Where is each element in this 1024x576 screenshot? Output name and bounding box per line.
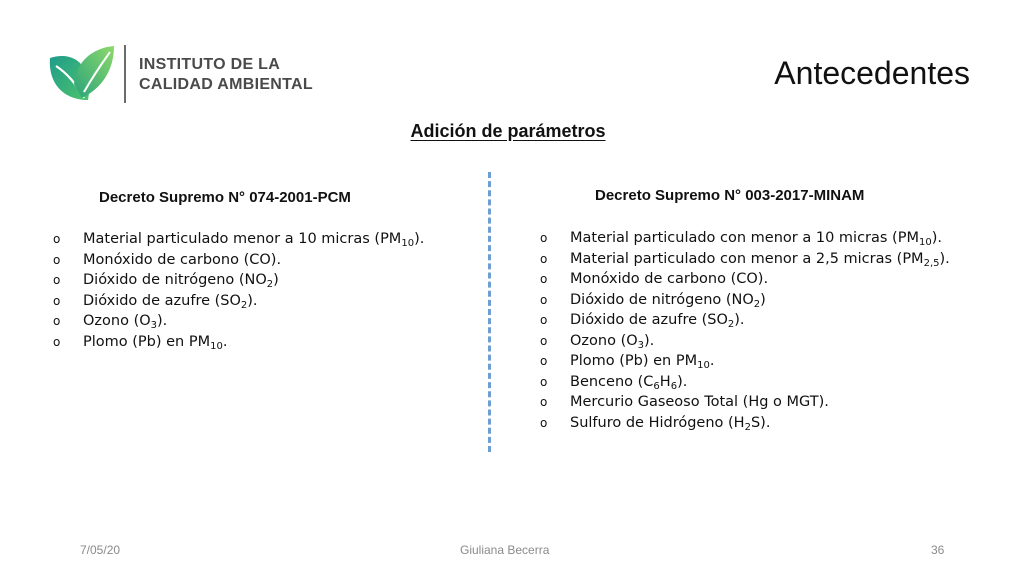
bullet-icon: o [540, 272, 548, 286]
leaf-logo-icon [44, 44, 116, 104]
item-text: Plomo (Pb) en PM [570, 353, 698, 369]
bullet-icon: o [53, 314, 61, 328]
logo-line-2: CALIDAD AMBIENTAL [139, 76, 313, 93]
column-divider [488, 172, 491, 452]
item-text: S). [750, 414, 771, 431]
item-text: ). [247, 292, 258, 309]
logo-separator [124, 45, 126, 103]
list-item [53, 291, 424, 312]
item-text: Ozono (O [83, 313, 151, 329]
list-item [53, 332, 424, 353]
item-text: ). [734, 312, 745, 328]
item-text: ). [939, 250, 950, 267]
bullet-icon: o [540, 415, 548, 430]
list-item [53, 250, 424, 271]
item-subscript: 3 [150, 320, 158, 331]
item-text: Dióxido de azufre (SO [83, 292, 241, 309]
bullet-icon: o [53, 334, 61, 349]
logo-line-1: INSTITUTO DE LA [139, 56, 281, 73]
footer-page-number: 36 [931, 543, 945, 557]
footer-author: Giuliana Becerra [460, 543, 550, 557]
item-text: ). [157, 313, 168, 329]
item-text: H [659, 373, 671, 390]
list-item [540, 413, 950, 434]
bullet-icon: o [53, 273, 61, 287]
item-text: Dióxido de azufre (SO [570, 312, 728, 328]
item-text: Benceno (C [570, 373, 654, 390]
item-text: Material particulado con menor a 2,5 micras (PM [570, 250, 924, 267]
list-item [540, 372, 950, 393]
bullet-icon: o [540, 395, 548, 409]
item-text: ). [414, 231, 425, 247]
list-item [53, 229, 424, 250]
left-pollutant-list [53, 229, 424, 352]
left-column-heading: Decreto Supremo N° 074-2001-PCM [99, 189, 351, 206]
list-item [540, 310, 950, 331]
bullet-icon: o [540, 292, 548, 307]
right-column-heading: Decreto Supremo N° 003-2017-MINAM [595, 187, 865, 204]
item-subscript: 10 [401, 238, 415, 249]
list-item [53, 311, 424, 332]
institute-logo [44, 44, 334, 104]
item-subscript: 2 [744, 421, 751, 433]
bullet-icon: o [53, 232, 61, 246]
item-text: Material particulado menor a 10 micras (PM [83, 231, 402, 247]
bullet-icon: o [540, 313, 548, 327]
item-text: ). [931, 230, 942, 246]
item-subscript: 6 [670, 380, 678, 392]
footer-date: 7/05/20 [80, 543, 121, 557]
item-text: ). [677, 373, 688, 390]
bullet-icon: o [53, 252, 61, 267]
item-subscript: 10 [210, 340, 223, 352]
item-text: Ozono (O [570, 332, 638, 349]
item-text: ) [273, 272, 279, 288]
slide-subtitle: Adición de parámetros [410, 121, 606, 141]
item-text: Mercurio Gaseoso Total (Hg o MGT). [570, 394, 829, 410]
list-item [540, 351, 950, 372]
bullet-icon: o [53, 293, 61, 308]
list-item [540, 249, 950, 270]
bullet-icon: o [540, 231, 548, 245]
logo-wordmark [139, 55, 313, 95]
list-item [540, 228, 950, 249]
item-text: ). [644, 332, 655, 349]
bullet-icon: o [540, 333, 548, 348]
item-subscript: 2 [727, 319, 735, 330]
bullet-icon: o [540, 354, 548, 368]
item-text: Monóxido de carbono (CO). [570, 271, 769, 287]
list-item [540, 392, 950, 413]
item-subscript: 10 [918, 237, 932, 248]
item-text: Dióxido de nitrógeno (NO [83, 272, 267, 288]
item-text: Plomo (Pb) en PM [83, 333, 211, 350]
right-pollutant-list [540, 228, 950, 433]
item-text: . [709, 353, 715, 369]
item-subscript: 2 [240, 299, 248, 311]
slide-title: Antecedentes [774, 55, 970, 91]
list-item [540, 331, 950, 352]
item-text: Dióxido de nitrógeno (NO [570, 291, 754, 308]
item-text: Material particulado con menor a 10 micras (PM [570, 230, 919, 246]
item-subscript: 6 [653, 380, 660, 392]
list-item [540, 269, 950, 290]
item-subscript: 10 [697, 360, 710, 371]
list-item [540, 290, 950, 311]
item-subscript: 2 [266, 279, 274, 290]
item-subscript: 2,5 [923, 257, 940, 269]
item-subscript: 3 [637, 339, 645, 351]
item-text: Sulfuro de Hidrógeno (H [570, 414, 745, 431]
bullet-icon: o [540, 251, 548, 266]
item-text: . [222, 333, 228, 350]
item-text: ) [760, 291, 766, 308]
list-item [53, 270, 424, 291]
bullet-icon: o [540, 374, 548, 389]
item-subscript: 2 [753, 298, 761, 310]
item-text: Monóxido de carbono (CO). [83, 251, 282, 268]
